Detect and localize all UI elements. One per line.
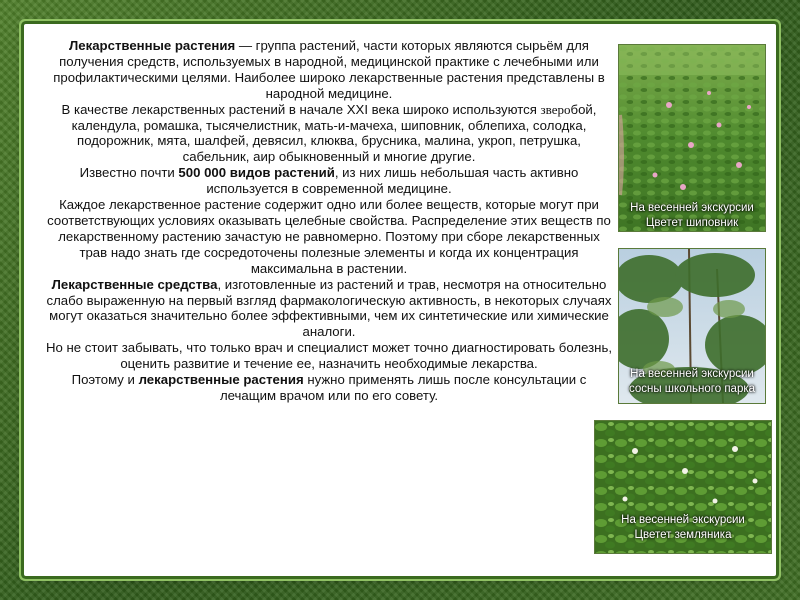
paragraph-species-count [46, 165, 612, 197]
paragraph-remedies [46, 277, 612, 341]
caption-line: На весенней экскурсии [621, 514, 745, 526]
species-intro: Известно почти [79, 165, 179, 181]
caption-rosehip [619, 201, 765, 231]
caption-line: сосны школьного парка [628, 383, 756, 395]
paragraph-plant-list [46, 102, 612, 166]
conclusion-text: нужно применять лишь после консультации с лечащим врачом или по его совету. [219, 372, 587, 403]
photo-rosehip [618, 44, 766, 232]
term-medicinal-plants-2: лекарственные растения [138, 372, 304, 388]
remedies-text: , изготовленные из растений и трав, несмотря на относительно слабо выраженную на первый взгляд фармакологическую активность, в некоторых случаях могут оказаться значительно более эффективными, чем их синтетические или химические аналоги. [46, 276, 612, 340]
photo-pines [618, 248, 766, 404]
caption-line: На весенней экскурсии [630, 368, 754, 380]
definition-text: — группа растений, части которых являются сырьём для получения средств, используемых в народной, медицинской практике с лечебными или профилактическими целями. Наиболее широко лекарственные растения представлены в народной медицине. [53, 38, 605, 101]
paragraph-conclusion [46, 372, 612, 404]
species-count: 500 000 видов растений [178, 165, 335, 181]
caption-pines [619, 367, 765, 397]
paragraph-definition [46, 38, 612, 102]
caption-line: Цветет земляника [634, 529, 732, 541]
conclusion-intro: Поэтому и [71, 372, 139, 388]
caption-line: На весенней экскурсии [630, 202, 754, 214]
term-medicines: Лекарственные средства [51, 276, 218, 292]
paragraph-doctor: Но не стоит забывать, что только врач и специалист может точно диагностировать болезнь, оценить развитие и течение ее, назначить необходимые лекарства. [46, 340, 612, 372]
plant-list-text: бой, календула, ромашка, тысячелистник, мать-и-мачеха, шиповник, облепиха, солодка, подорожник, мята, шалфей, девясил, клюква, брусника, малина, укроп, петрушка, сабельник, аир обыкновенный и многие другие. [71, 101, 597, 165]
term-medicinal-plants: Лекарственные растения [69, 38, 236, 53]
photo-strawberry [594, 420, 772, 554]
plant-list-intro: В качестве лекарственных растений в начале XXI века широко используются [61, 101, 541, 117]
article-text [46, 38, 612, 404]
caption-strawberry [595, 513, 771, 543]
plant-list-serif-fragment: зверо [540, 101, 571, 117]
caption-line: Цветет шиповник [645, 217, 739, 229]
species-text: , из них лишь небольшая часть активно используется в современной медицине. [206, 165, 579, 197]
paragraph-substances: Каждое лекарственное растение содержит одно или более веществ, которые могут при соответствующих условиях оказывать целебные свойства. Распределение этих веществ по лекарственному растению зачастую не равномерно. Поэтому при сборе лекарственных трав надо знать где сосредоточены полезные элементы и когда их концентрация максимальна в растении. [47, 197, 611, 276]
